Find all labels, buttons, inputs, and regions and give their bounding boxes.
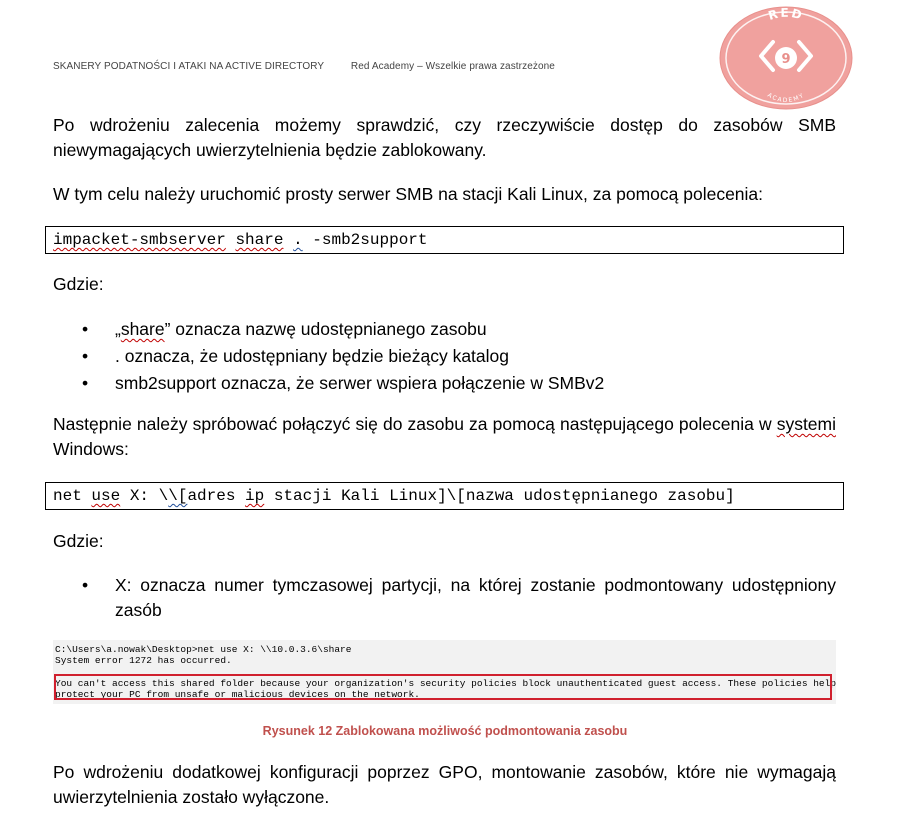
cmd-line-error: System error 1272 has occurred.	[55, 655, 232, 666]
paragraph-server-instruction: W tym celu należy uruchomić prosty serwer SMB na stacji Kali Linux, za pomocą polecenia:	[53, 184, 764, 204]
figure-caption: Rysunek 12 Zablokowana możliwość podmontowania zasobu	[262, 724, 628, 738]
red-academy-logo	[719, 4, 853, 110]
paragraph-gdzie-1: Gdzie:	[53, 274, 104, 294]
code1-part1: impacket-smbserver	[53, 231, 226, 249]
bullet-icon: •	[82, 346, 89, 366]
paragraph-conclusion: Po wdrożeniu dodatkowej konfiguracji poprzez GPO, montowanie zasobów, które nie wymagają uwierzytelnienia zostało wyłączone.	[53, 762, 836, 807]
error-highlight-box	[54, 674, 832, 700]
code-smbserver-command	[45, 226, 844, 254]
code1-part3: share	[235, 231, 284, 249]
logo-bottom-text: ACADEMY	[766, 91, 806, 105]
bullet-icon: •	[82, 319, 89, 339]
logo-top-text: RED	[766, 5, 806, 23]
logo-number: 9	[781, 52, 791, 67]
header-title: SKANERY PODATNOŚCI I ATAKI NA ACTIVE DIRECTORY	[53, 61, 324, 72]
list-item: • „share” oznacza nazwę udostępnianego zasobu	[53, 316, 836, 343]
paragraph-windows-instruction: Następnie należy spróbować połączyć się do zasobu za pomocą następującego polecenia w systemi Windows:	[53, 414, 836, 459]
bullet-list-2	[53, 573, 836, 623]
list-item: • smb2support oznacza, że serwer wspiera połączenie w SMBv2	[53, 370, 836, 397]
header-copyright: Red Academy – Wszelkie prawa zastrzeżone	[350, 61, 555, 72]
list-item: • . oznacza, że udostępniany będzie bieżący katalog	[53, 343, 836, 370]
cmd-line-message-1: You can't access this shared folder because your organization's security policies block unauthenticated guest access. These policies help	[55, 678, 837, 689]
bullet-icon: •	[82, 373, 89, 393]
cmd-line-command: C:\Users\a.nowak\Desktop>net use X: \\10.0.3.6\share	[55, 644, 352, 655]
page-header	[53, 61, 555, 72]
cmd-line-message-2: protect your PC from unsafe or malicious devices on the network.	[55, 689, 420, 700]
bullet-list-1	[53, 316, 836, 397]
bullet-icon: •	[82, 575, 89, 595]
code-net-use-command: net use X: \\[adres ip stacji Kali Linux]\[nazwa udostępnianego zasobu]	[45, 482, 844, 510]
code1-part5: .	[293, 231, 303, 249]
code1-part6: -smb2support	[302, 231, 428, 249]
paragraph-intro: Po wdrożeniu zalecenia możemy sprawdzić, czy rzeczywiście dostęp do zasobów SMB niewymagających uwierzytelnienia będzie zablokowany.	[53, 115, 836, 160]
paragraph-gdzie-2: Gdzie:	[53, 531, 104, 551]
list-item: • X: oznacza numer tymczasowej partycji, na której zostanie podmontowany udostępniony zasób	[82, 575, 836, 620]
cmd-screenshot	[53, 640, 836, 704]
